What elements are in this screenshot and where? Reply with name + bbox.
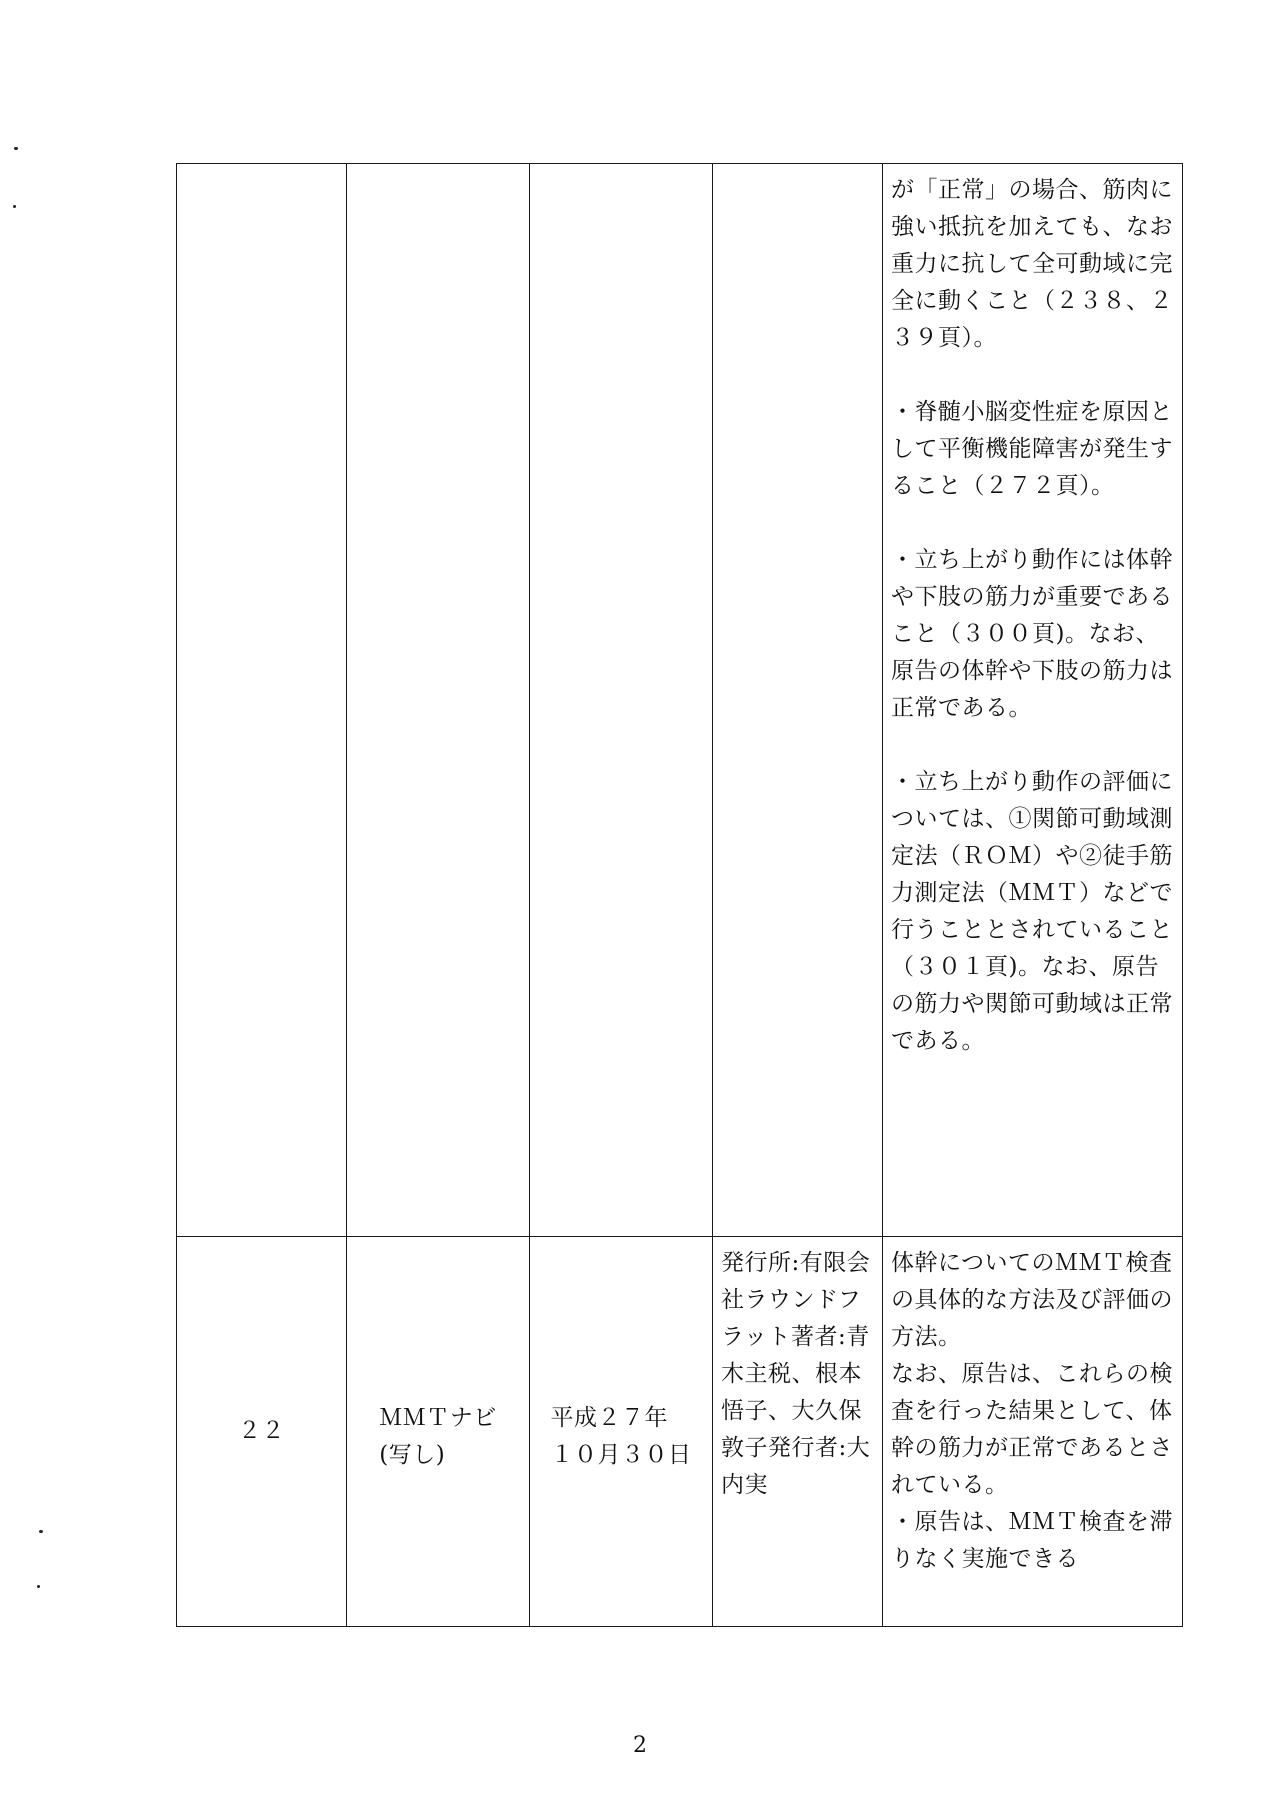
cell-content bbox=[883, 1237, 1183, 1627]
table-row bbox=[177, 1237, 1183, 1627]
table-row bbox=[177, 164, 1183, 1237]
scan-speck bbox=[14, 147, 18, 150]
cell-date bbox=[530, 164, 713, 1237]
evidence-number: ２２ bbox=[238, 1418, 285, 1444]
date-line: １０月３０日 bbox=[550, 1441, 692, 1468]
date-line: 平成２７年 bbox=[550, 1404, 668, 1431]
content-paragraph: が「正常」の場合、筋肉に強い抵抗を加えても、なお重力に抗して全可動域に完全に動くこと（２３８、２３９頁）。 bbox=[891, 177, 1173, 351]
content-paragraph: ・脊髄小脳変性症を原因として平衡機能障害が発生すること（２７２頁）。 bbox=[891, 399, 1173, 499]
cell-date bbox=[530, 1237, 713, 1627]
scan-speck bbox=[13, 205, 16, 208]
cell-author bbox=[713, 1237, 883, 1627]
content-paragraph: 体幹についてのＭＭＴ検査の具体的な方法及び評価の方法。 bbox=[891, 1250, 1173, 1350]
evidence-title-note: (写し) bbox=[379, 1441, 446, 1468]
cell-title bbox=[347, 164, 530, 1237]
author-info: 発行所:有限会社ラウンドフラット著者:青木主税、根本悟子、大久保敦子発行者:大内実 bbox=[721, 1250, 871, 1498]
cell-number bbox=[177, 1237, 347, 1627]
content-paragraph: なお、原告は、これらの検査を行った結果として、体幹の筋力が正常であるとされている。 bbox=[891, 1361, 1173, 1498]
page-number: 2 bbox=[633, 1733, 647, 1758]
content-paragraph: ・原告は、ＭＭＴ検査を滞りなく実施できる bbox=[891, 1509, 1173, 1572]
scan-speck bbox=[37, 1585, 40, 1588]
evidence-title: ＭＭＴナビ bbox=[379, 1404, 497, 1431]
cell-number bbox=[177, 164, 347, 1237]
content-paragraph: ・立ち上がり動作には体幹や下肢の筋力が重要であること（３００頁)。なお、原告の体幹や下肢の筋力は正常である。 bbox=[891, 547, 1173, 721]
cell-author bbox=[713, 164, 883, 1237]
cell-content bbox=[883, 164, 1183, 1237]
content-paragraph: ・立ち上がり動作の評価については、①関節可動域測定法（ＲＯＭ）や②徒手筋力測定法（ＭＭＴ）などで行うこととされていること（３０１頁)。なお、原告の筋力や関節可動域は正常である。 bbox=[891, 769, 1173, 1054]
evidence-table-wrapper bbox=[176, 163, 1182, 1626]
scan-speck bbox=[39, 1530, 43, 1533]
cell-title bbox=[347, 1237, 530, 1627]
evidence-table bbox=[176, 163, 1183, 1627]
